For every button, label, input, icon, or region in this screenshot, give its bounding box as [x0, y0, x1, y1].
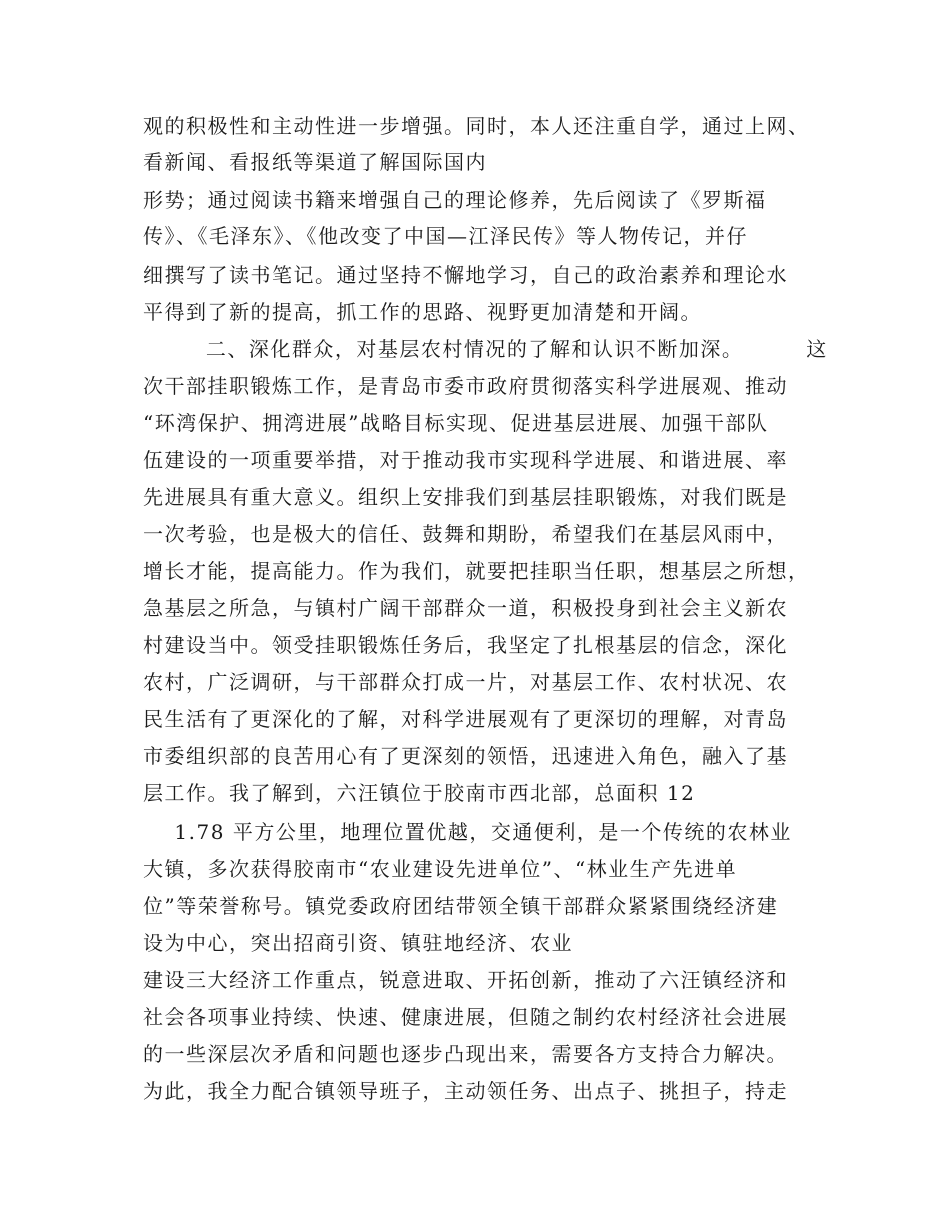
- text-line: 形势；通过阅读书籍来增强自己的理论修养，先后阅读了《罗斯福: [143, 188, 767, 212]
- text-line: 为此，我全力配合镇领导班子，主动领任务、出点子、挑担子，持走: [143, 1079, 788, 1103]
- text-line: 观的积极性和主动性进一步增强。同时，本人还注重自学，通过上网、: [143, 114, 810, 138]
- text-line: 民生活有了更深化的了解，对科学进展观有了更深切的理解，对青岛: [143, 707, 788, 731]
- text-line: 1.78 平方公里，地理位置优越，交通便利，是一个传统的农林业: [143, 820, 792, 844]
- text-line: 细撰写了读书笔记。通过坚持不懈地学习，自己的政治素养和理论水: [143, 263, 788, 287]
- text-line: 先进展具有重大意义。组织上安排我们到基层挂职锻炼，对我们既是: [143, 485, 788, 509]
- text-line: 看新闻、看报纸等渠道了解国际国内: [143, 150, 487, 174]
- text-line: 位”等荣誉称号。镇党委政府团结带领全镇干部群众紧紧围绕经济建: [143, 894, 779, 918]
- text-line: 一次考验，也是极大的信任、鼓舞和期盼，希望我们在基层风雨中，: [143, 522, 788, 546]
- text-line: 大镇，多次获得胶南市“农业建设先进单位”、“林业生产先进单: [143, 857, 738, 881]
- text-line: 传》、《毛泽东》、《他改变了中国—江泽民传》等人物传记，并仔: [143, 224, 748, 248]
- text-line: 二、深化群众，对基层农村情况的了解和认识不断加深。 这: [143, 337, 828, 361]
- text-line: “环湾保护、拥湾进展”战略目标实现、促进基层进展、加强干部队: [143, 411, 769, 435]
- text-line: 设为中心，突出招商引资、镇驻地经济、农业: [143, 931, 573, 955]
- text-line: 平得到了新的提高，抓工作的思路、视野更加清楚和开阔。: [143, 300, 702, 324]
- text-line: 社会各项事业持续、快速、健康进展，但随之制约农村经济社会进展: [143, 1005, 788, 1029]
- text-line: 次干部挂职锻炼工作，是青岛市委市政府贯彻落实科学进展观、推动: [143, 374, 788, 398]
- text-line: 村建设当中。领受挂职锻炼任务后，我坚定了扎根基层的信念，深化: [143, 633, 788, 657]
- text-line: 的一些深层次矛盾和问题也逐步凸现出来，需要各方支持合力解决。: [143, 1042, 788, 1066]
- text-line: 层工作。我了解到，六汪镇位于胶南市西北部，总面积 12: [143, 781, 696, 805]
- text-line: 急基层之所急，与镇村广阔干部群众一道，积极投身到社会主义新农: [143, 596, 788, 620]
- text-line: 建设三大经济工作重点，锐意进取、开拓创新，推动了六汪镇经济和: [143, 968, 788, 992]
- text-line: 市委组织部的良苦用心有了更深刻的领悟，迅速进入角色，融入了基: [143, 744, 788, 768]
- text-line: 伍建设的一项重要举措，对于推动我市实现科学进展、和谐进展、率: [143, 448, 788, 472]
- text-line: 增长才能，提高能力。作为我们，就要把挂职当任职，想基层之所想，: [143, 559, 810, 583]
- text-line: 农村，广泛调研，与干部群众打成一片，对基层工作、农村状况、农: [143, 670, 788, 694]
